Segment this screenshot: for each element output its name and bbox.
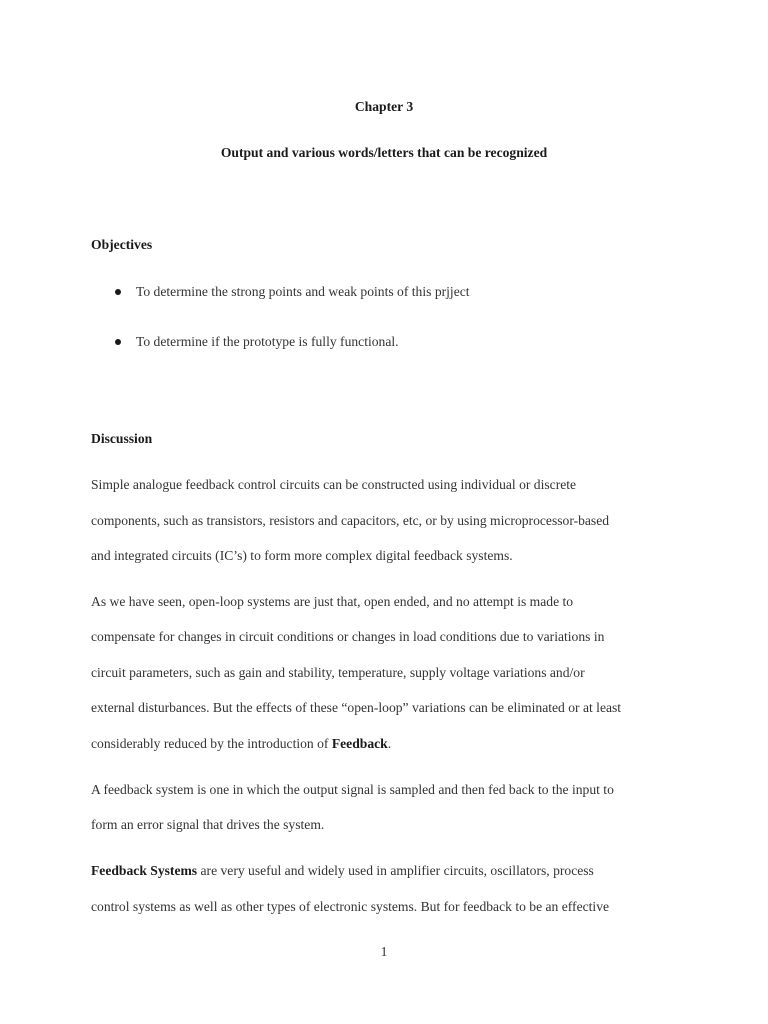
paragraph-line: external disturbances. But the effects of these “open-loop” variations can be eliminated or at least (91, 700, 622, 715)
paragraph-text: are very useful and widely used in amplifier circuits, oscillators, process (197, 863, 594, 878)
paragraph-text: . (387, 736, 392, 751)
paragraph-line: Simple analogue feedback control circuits can be constructed using individual or discrete (91, 477, 577, 492)
paragraph-line (91, 734, 691, 754)
paragraph-line: As we have seen, open-loop systems are just that, open ended, and no attempt is made to (91, 594, 574, 609)
paragraph-line: form an error signal that drives the system. (91, 817, 325, 832)
feedback-systems-term: Feedback Systems (91, 863, 198, 878)
objective-item: To determine if the prototype is fully functional. (136, 334, 399, 349)
chapter-title: Chapter 3 (354, 99, 414, 114)
paragraph-line: components, such as transistors, resistors and capacitors, etc, or by using microprocessor-based (91, 513, 610, 528)
objective-item: To determine the strong points and weak points of this prjject (136, 284, 470, 299)
paragraph-line: control systems as well as other types of electronic systems. But for feedback to be an effective (91, 899, 610, 914)
paragraph-text: considerably reduced by the introduction of (91, 736, 332, 751)
chapter-subtitle: Output and various words/letters that can be recognized (220, 145, 548, 160)
paragraph-line: A feedback system is one in which the output signal is sampled and then fed back to the input to (91, 782, 614, 797)
objectives-heading: Objectives (91, 237, 153, 252)
bullet-icon (115, 339, 121, 345)
page-number: 1 (380, 944, 388, 959)
discussion-heading: Discussion (91, 431, 153, 446)
paragraph-line: circuit parameters, such as gain and stability, temperature, supply voltage variations and/or (91, 665, 585, 680)
paragraph-line: and integrated circuits (IC’s) to form more complex digital feedback systems. (91, 548, 513, 563)
paragraph-line (91, 861, 691, 881)
bullet-icon (115, 289, 121, 295)
paragraph-line: compensate for changes in circuit conditions or changes in load conditions due to variations in (91, 629, 605, 644)
feedback-term: Feedback (331, 736, 388, 751)
